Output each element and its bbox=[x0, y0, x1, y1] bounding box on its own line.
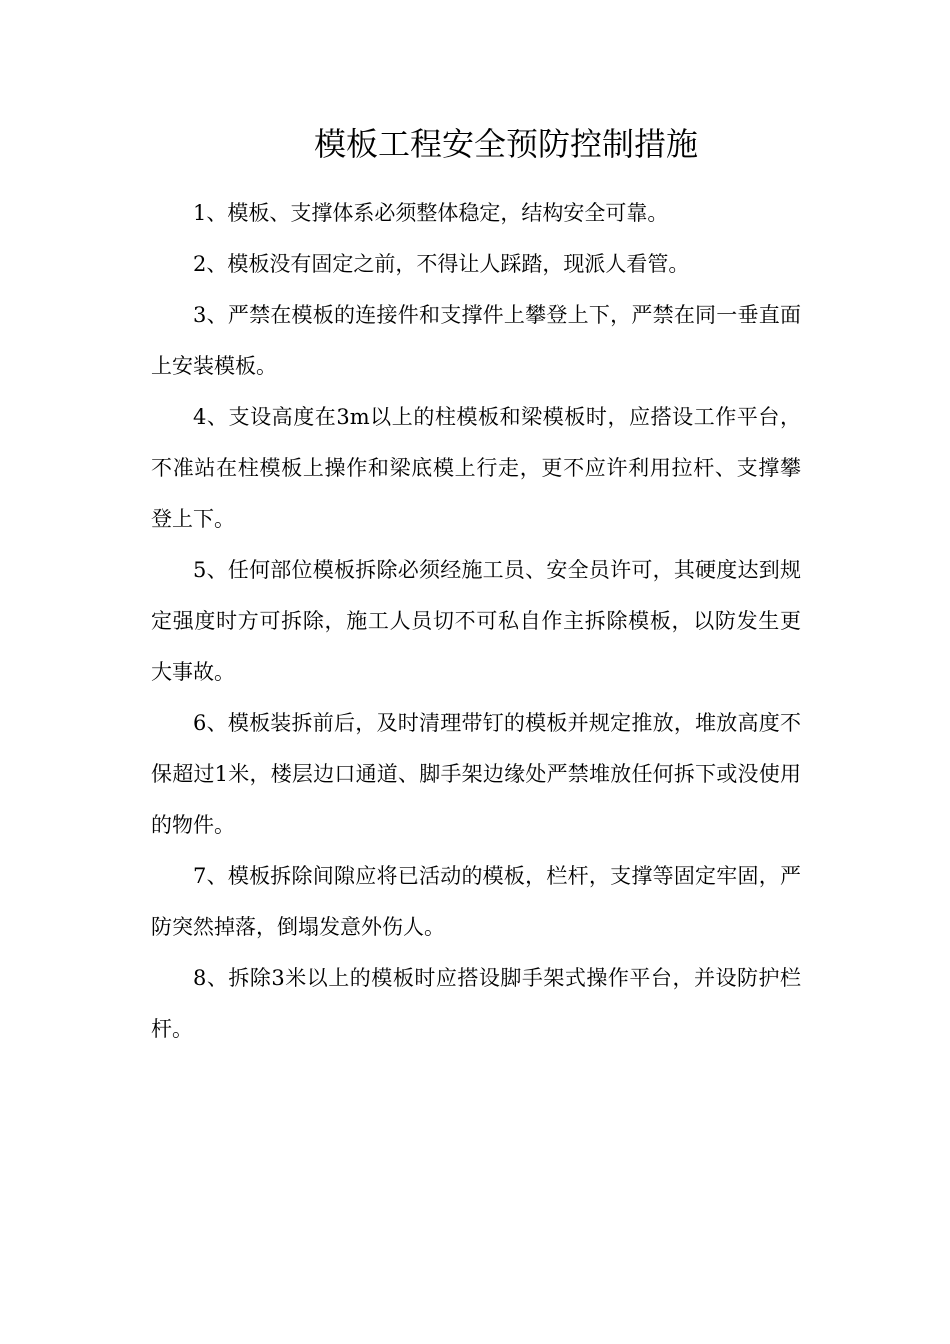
paragraph-3: 3、严禁在模板的连接件和支撑件上攀登上下，严禁在同一垂直面上安装模板。 bbox=[151, 303, 801, 378]
paragraph-1: 1、模板、支撑体系必须整体稳定，结构安全可靠。 bbox=[193, 201, 669, 225]
paragraph-5: 5、任何部位模板拆除必须经施工员、安全员许可，其硬度达到规定强度时方可拆除，施工人员切不可私自作主拆除模板，以防发生更大事故。 bbox=[151, 558, 801, 684]
document-body bbox=[151, 188, 801, 1055]
document-title: 模板工程安全预防控制措施 bbox=[313, 125, 698, 163]
paragraph-2: 2、模板没有固定之前，不得让人踩踏，现派人看管。 bbox=[193, 252, 690, 276]
paragraph-7: 7、模板拆除间隙应将已活动的模板，栏杆，支撑等固定牢固，严防突然掉落，倒塌发意外伤人。 bbox=[151, 864, 801, 939]
paragraph-8: 8、拆除3米以上的模板时应搭设脚手架式操作平台，并设防护栏杆。 bbox=[151, 966, 801, 1041]
paragraph-6: 6、模板装拆前后，及时清理带钉的模板并规定推放，堆放高度不保超过1米，楼层边口通道、脚手架边缘处严禁堆放任何拆下或没使用的物件。 bbox=[151, 711, 801, 837]
paragraph-4: 4、支设高度在3m以上的柱模板和梁模板时，应搭设工作平台，不准站在柱模板上操作和梁底模上行走，更不应许利用拉杆、支撑攀登上下。 bbox=[151, 405, 801, 531]
